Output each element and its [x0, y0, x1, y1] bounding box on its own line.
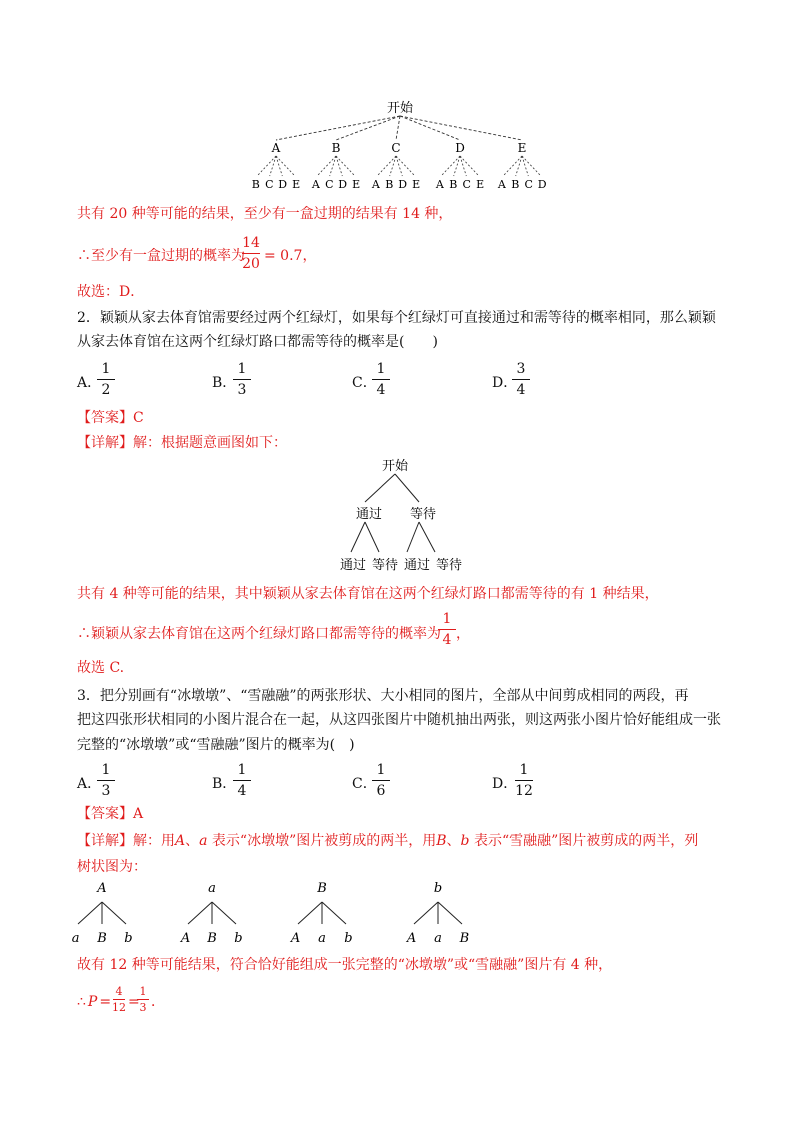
tree3-root-3: b [433, 881, 443, 896]
q2-prob-prefix: ∴颖颖从家去体育馆在这两个红绿灯路口都需等待的概率为 [77, 626, 441, 642]
tree2-node-pass: 通过 [355, 507, 383, 522]
tree2-leaf-2: 等待 [371, 558, 399, 573]
tree3-leaf-3-0: A [406, 931, 417, 946]
tree-diagram-3 [60, 876, 510, 950]
q3-prob-line: ∴ P = [77, 994, 112, 1010]
tree2-root: 开始 [381, 459, 409, 474]
tree1-leaf-E-A: A [497, 178, 506, 191]
tree3-root-0: A [97, 881, 107, 896]
q3-answer [77, 804, 143, 824]
tree3-leaf-3-1: a [434, 931, 442, 946]
q1-choice: 故选：D． [77, 284, 145, 300]
tree3-leaf-0-1: B [97, 931, 107, 946]
tree1-leaf-B-C: C [325, 178, 334, 191]
tree3-leaf-0-2: b [124, 931, 133, 946]
q2-choice: 故选 C. [77, 660, 125, 676]
q3-prob-fraction-2: 1 3 [135, 985, 151, 1014]
tree-diagram-1 [230, 96, 570, 192]
tree1-node-D: D [455, 141, 465, 155]
tree1-leaf-C-E: E [412, 178, 421, 191]
tree1-leaf-C-A: A [371, 178, 380, 191]
q2-option-d-label: D． [492, 375, 518, 391]
q1-prob-suffix: = 0.7， [264, 248, 317, 264]
q2-option-a-label: A． [77, 375, 102, 391]
tree1-leaf-E-C: C [524, 178, 533, 191]
tree1-leaf-A-D: D [278, 178, 288, 191]
tree3-leaf-1-1: B [207, 931, 217, 946]
tree3-root-1: a [208, 881, 216, 896]
q2-answer-tag: 【答案】 [77, 410, 133, 426]
q3-answer-value: A [133, 806, 144, 822]
q3-text-line2: 把这四张形状相同的小图片混合在一起，从这四张图片中随机抽出两张，则这两张小图片恰好能组成一张 [77, 712, 721, 728]
q1-prob-den: 20 [242, 256, 260, 272]
tree1-leaf-D-E: E [476, 178, 485, 191]
q2-option-c-label: C． [352, 375, 377, 391]
q2-text-line2: 从家去体育馆在这两个红绿灯路口都需等待的概率是( ) [77, 334, 438, 350]
q2-detail-text: 解：根据题意画图如下： [133, 435, 287, 451]
q3-option-a-fraction: 1 3 [95, 761, 117, 800]
tree1-leaf-B-D: D [338, 178, 348, 191]
q3-detail-line2: 树状图为： [77, 859, 147, 875]
q3-answer-tag: 【答案】 [77, 806, 133, 822]
q2-prob-suffix: ， [456, 626, 470, 642]
tree3-leaf-0-0: a [71, 931, 80, 946]
tree3-leaf-3-2: B [459, 931, 470, 946]
tree3-leaf-2-2: b [344, 931, 353, 946]
q2-result-text: 共有 4 种等可能的结果，其中颖颖从家去体育馆在这两个红绿灯路口都需等待的有 1 种结果， [77, 586, 659, 602]
tree-diagram-2 [325, 452, 485, 578]
q2-answer-value: C [133, 410, 144, 426]
tree1-leaf-D-C: C [462, 178, 471, 191]
q3-detail-line1: 【详解】解：用A、a 表示“冰墩墩”图片被剪成的两半，用B、b 表示“雪融融”图片被剪成的两半，列 [77, 833, 699, 849]
tree1-leaf-B-A: A [311, 178, 320, 191]
tree1-leaf-C-B: B [385, 178, 394, 191]
q2-option-b-label: B． [212, 375, 237, 391]
q1-prob-num: 14 [242, 235, 260, 251]
q2-text-line1: 2．颖颖从家去体育馆需要经过两个红绿灯，如果每个红绿灯可直接通过和需等待的概率相同，那么颖颖 [77, 310, 716, 326]
q3-option-c-label: C． [352, 776, 377, 792]
tree2-node-wait: 等待 [409, 507, 437, 522]
q1-prob-fraction [240, 234, 262, 273]
tree2-leaf-1: 通过 [339, 558, 367, 573]
tree1-leaf-C-D: D [398, 178, 408, 191]
tree2-leaf-4: 等待 [435, 558, 463, 573]
tree1-node-C: C [391, 141, 401, 155]
q3-option-b-label: B． [212, 776, 237, 792]
q3-option-c-fraction: 1 6 [370, 761, 392, 800]
tree1-leaf-A-C: C [265, 178, 274, 191]
tree1-leaf-A-E: E [292, 178, 301, 191]
q2-detail-tag: 【详解】 [77, 435, 133, 451]
q2-option-b-fraction: 1 3 [231, 360, 253, 399]
q3-prob-eq2: = [128, 994, 140, 1010]
q3-prob-suffix: ． [151, 994, 165, 1010]
tree3-leaf-2-1: a [318, 931, 326, 946]
q2-prob-fraction: 1 4 [436, 610, 458, 649]
q3-option-d-label: D． [492, 776, 518, 792]
q2-detail [77, 433, 287, 453]
tree3-leaf-1-0: A [180, 931, 191, 946]
tree1-root: 开始 [386, 101, 414, 116]
q3-option-d-fraction: 1 12 [515, 762, 533, 799]
q3-detail-tag: 【详解】 [77, 833, 133, 849]
tree1-leaf-D-A: A [435, 178, 444, 191]
tree1-leaf-E-B: B [511, 178, 520, 191]
tree3-leaf-2-0: A [290, 931, 301, 946]
q3-prob-fraction-1: 4 12 [112, 985, 126, 1014]
q2-option-a-fraction: 1 2 [95, 360, 117, 399]
q3-option-a-label: A． [77, 776, 102, 792]
q2-option-d-fraction: 3 4 [510, 360, 532, 399]
q3-text-line1: 3．把分别画有“冰墩墩”、“雪融融”的两张形状、大小相同的图片，全部从中间剪成相同的两段，再 [77, 688, 689, 704]
tree3-root-2: B [317, 881, 327, 896]
tree2-leaf-3: 通过 [403, 558, 431, 573]
q3-result-text: 故有 12 种等可能结果，符合恰好能组成一张完整的“冰墩墩”或“雪融融”图片有 4 种， [77, 957, 613, 973]
tree1-leaf-D-B: B [449, 178, 458, 191]
q2-option-c-fraction: 1 4 [370, 360, 392, 399]
q3-option-b-fraction: 1 4 [231, 761, 253, 800]
tree3-leaf-1-2: b [234, 931, 243, 946]
tree1-leaf-A-B: B [251, 178, 260, 191]
q3-text-line3: 完整的“冰墩墩”或“雪融融”图片的概率为( ) [77, 737, 355, 753]
tree1-node-B: B [331, 141, 341, 155]
tree1-node-E: E [517, 141, 527, 155]
q2-answer [77, 408, 144, 428]
q1-result-text: 共有 20 种等可能的结果，至少有一盒过期的结果有 14 种， [77, 206, 453, 222]
tree1-leaf-B-E: E [352, 178, 361, 191]
tree1-leaf-E-D: D [537, 178, 547, 191]
q1-prob-prefix: ∴至少有一盒过期的概率为 [77, 248, 245, 264]
tree1-node-A: A [271, 141, 281, 155]
